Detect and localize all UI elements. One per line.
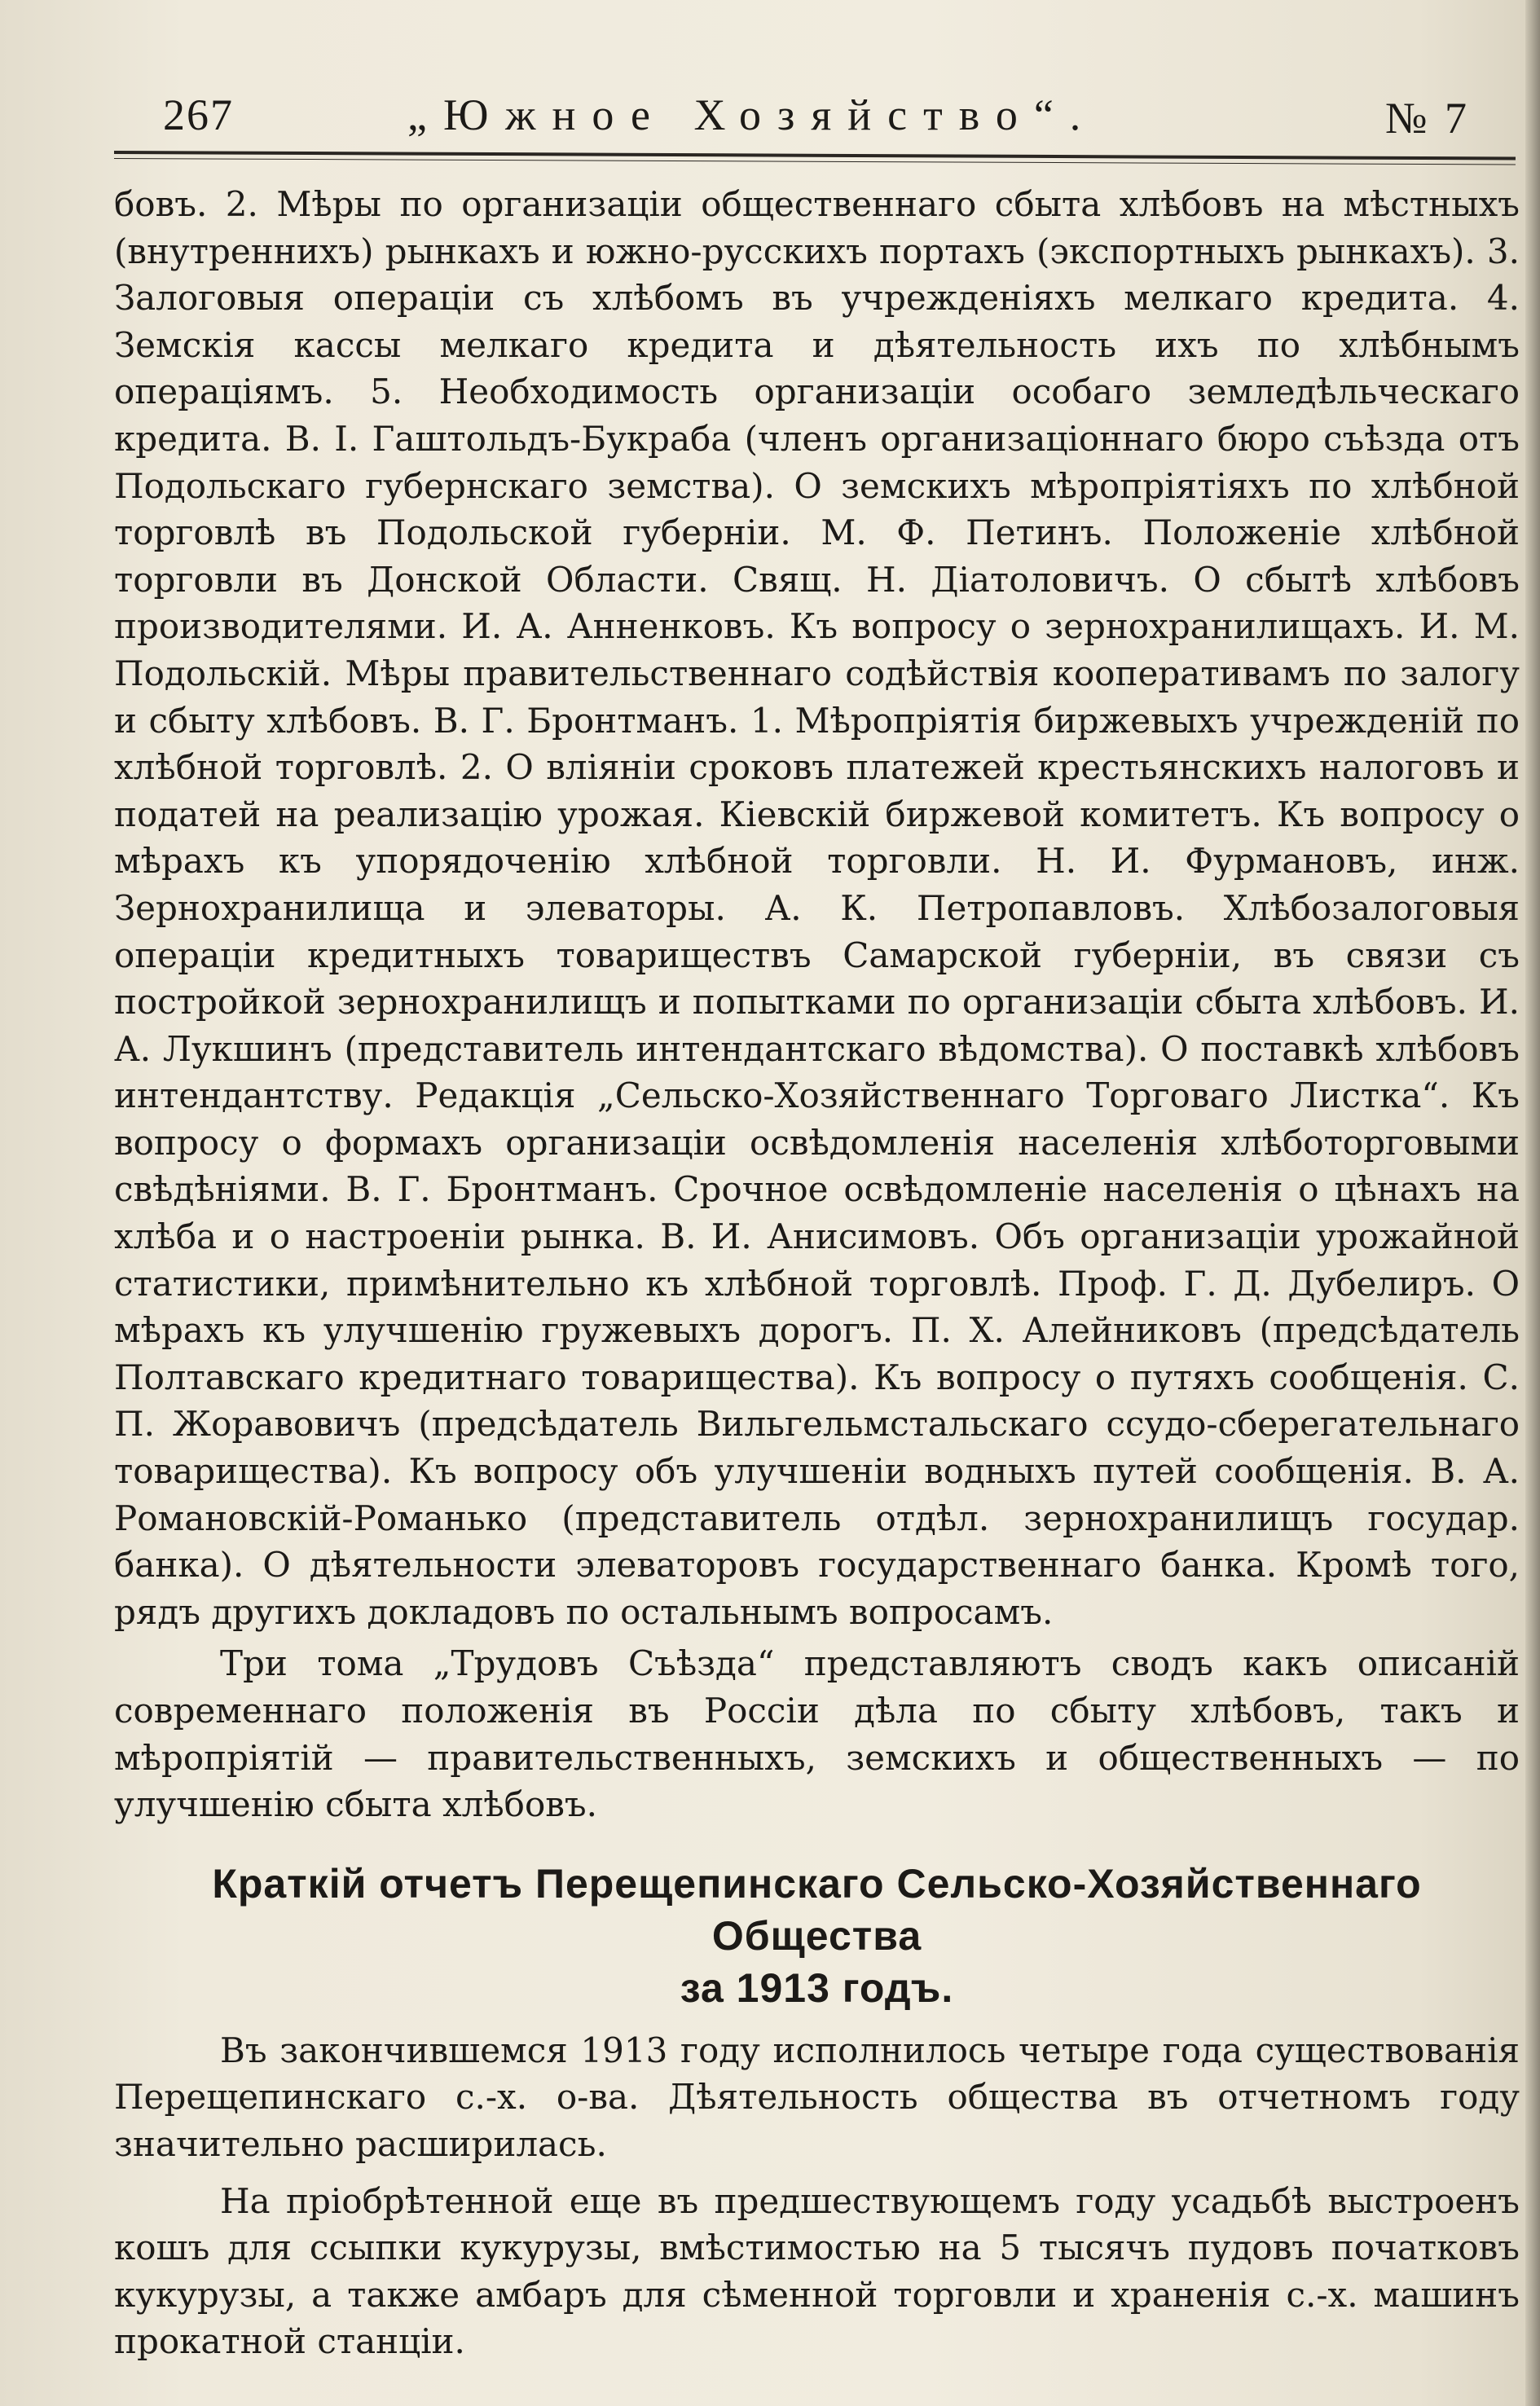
section-heading-line2: за 1913 годъ. [680,1964,954,2011]
section-heading [114,1858,1520,2014]
page-edge-shadow [1525,0,1540,2406]
article-body [114,181,1520,2365]
journal-title: „Южное Хозяйство“. [407,90,1098,139]
paragraph-proceedings-summary: Три тома „Трудовъ Съѣзда“ представляютъ сводъ какъ описаній современнаго положенія въ Россіи дѣла по сбыту хлѣбовъ, такъ и мѣропріятій — правительственныхъ, земскихъ и общественныхъ — по улучшенію сбыта хлѣбовъ. [114,1643,1520,1825]
paragraph-reports-list: бовъ. 2. Мѣры по организаціи общественнаго сбыта хлѣбовъ на мѣстныхъ (внутреннихъ) рынкахъ и южно-русскихъ портахъ (экспортныхъ рынкахъ). 3. Залоговыя операціи съ хлѣбомъ въ учрежденіяхъ мелкаго кредита. 4. Земскія кассы мелкаго кредита и дѣятельность ихъ по хлѣбнымъ операціямъ. 5. Необходимость организаціи особаго земледѣльческаго кредита. В. І. Гаштольдъ-Букраба (членъ организаціоннаго бюро съѣзда отъ Подольскаго губернскаго земства). О земскихъ мѣропріятіяхъ по хлѣбной торговлѣ въ Подольской губерніи. М. Ф. Петинъ. Положеніе хлѣбной торговли въ Донской Области. Свящ. Н. Діатоловичъ. О сбытѣ хлѣбовъ производителями. И. А. Анненковъ. Къ вопросу о зернохранилищахъ. И. М. Подольскій. Мѣры правительственнаго содѣйствія кооперативамъ по залогу и сбыту хлѣбовъ. В. Г. Бронтманъ. 1. Мѣропріятія биржевыхъ учрежденій по хлѣбной торговлѣ. 2. О вліяніи сроковъ платежей крестьянскихъ налоговъ и податей на реализацію урожая. Кіевскій биржевой комитетъ. Къ вопросу о мѣрахъ къ упорядоченію хлѣбной торговли. Н. И. Фурмановъ, инж. Зернохранилища и элеваторы. А. К. Петропавловъ. Хлѣбозалоговыя операціи кредитныхъ товариществъ Самарской губерніи, въ связи съ постройкой зернохранилищъ и попытками по организаціи сбыта хлѣбовъ. И. А. Лукшинъ (представитель интендантскаго вѣдомства). О поставкѣ хлѣбовъ интендантству. Редакція „Сельско-Хозяйственнаго Торговаго Листка“. Къ вопросу о формахъ организаціи освѣдомленія населенія хлѣботорговыми свѣдѣніями. В. Г. Бронтманъ. Срочное освѣдомленіе населенія о цѣнахъ на хлѣба и о настроеніи рынка. В. И. Анисимовъ. Объ организаціи урожайной статистики, примѣнительно къ хлѣбной торговлѣ. Проф. Г. Д. Дубелиръ. О мѣрахъ къ улучшенію гружевыхъ дорогъ. П. Х. Алейниковъ (предсѣдатель Полтавскаго кредитнаго товарищества). Къ вопросу о путяхъ сообщенія. С. П. Жоравовичъ (предсѣдатель Вильгельмстальскаго ссудо-сберегательнаго товарищества). Къ вопросу объ улучшеніи водныхъ путей сообщенія. В. А. Романовскій-Романько (представитель отдѣл. зернохранилищъ государ. банка). О дѣятельности элеваторовъ государственнаго банка. Кромѣ того, рядъ другихъ докладовъ по остальнымъ вопросамъ. [114,184,1520,1632]
paragraph-society-intro: Въ закончившемся 1913 году исполнилось четыре года существованія Перещепинскаго с.-х. о-ва. Дѣятельность общества въ отчетномъ году значительно расширилась. [114,2030,1520,2164]
section-heading-line1: Краткій отчетъ Перещепинскаго Сельско-Хозяйственнаго Общества [212,1860,1422,1959]
page-number: 267 [163,90,234,139]
paragraph-society-buildings: На пріобрѣтенной еще въ предшествующемъ году усадьбѣ выстроенъ кошъ для ссыпки кукурузы, вмѣстимостью на 5 тысячъ пудовъ початковъ кукурузы, а также амбаръ для сѣменной торговли и храненія с.-х. машинъ прокатной станціи. [114,2180,1520,2362]
running-header [114,90,1491,147]
issue-number: № 7 [1385,94,1471,143]
